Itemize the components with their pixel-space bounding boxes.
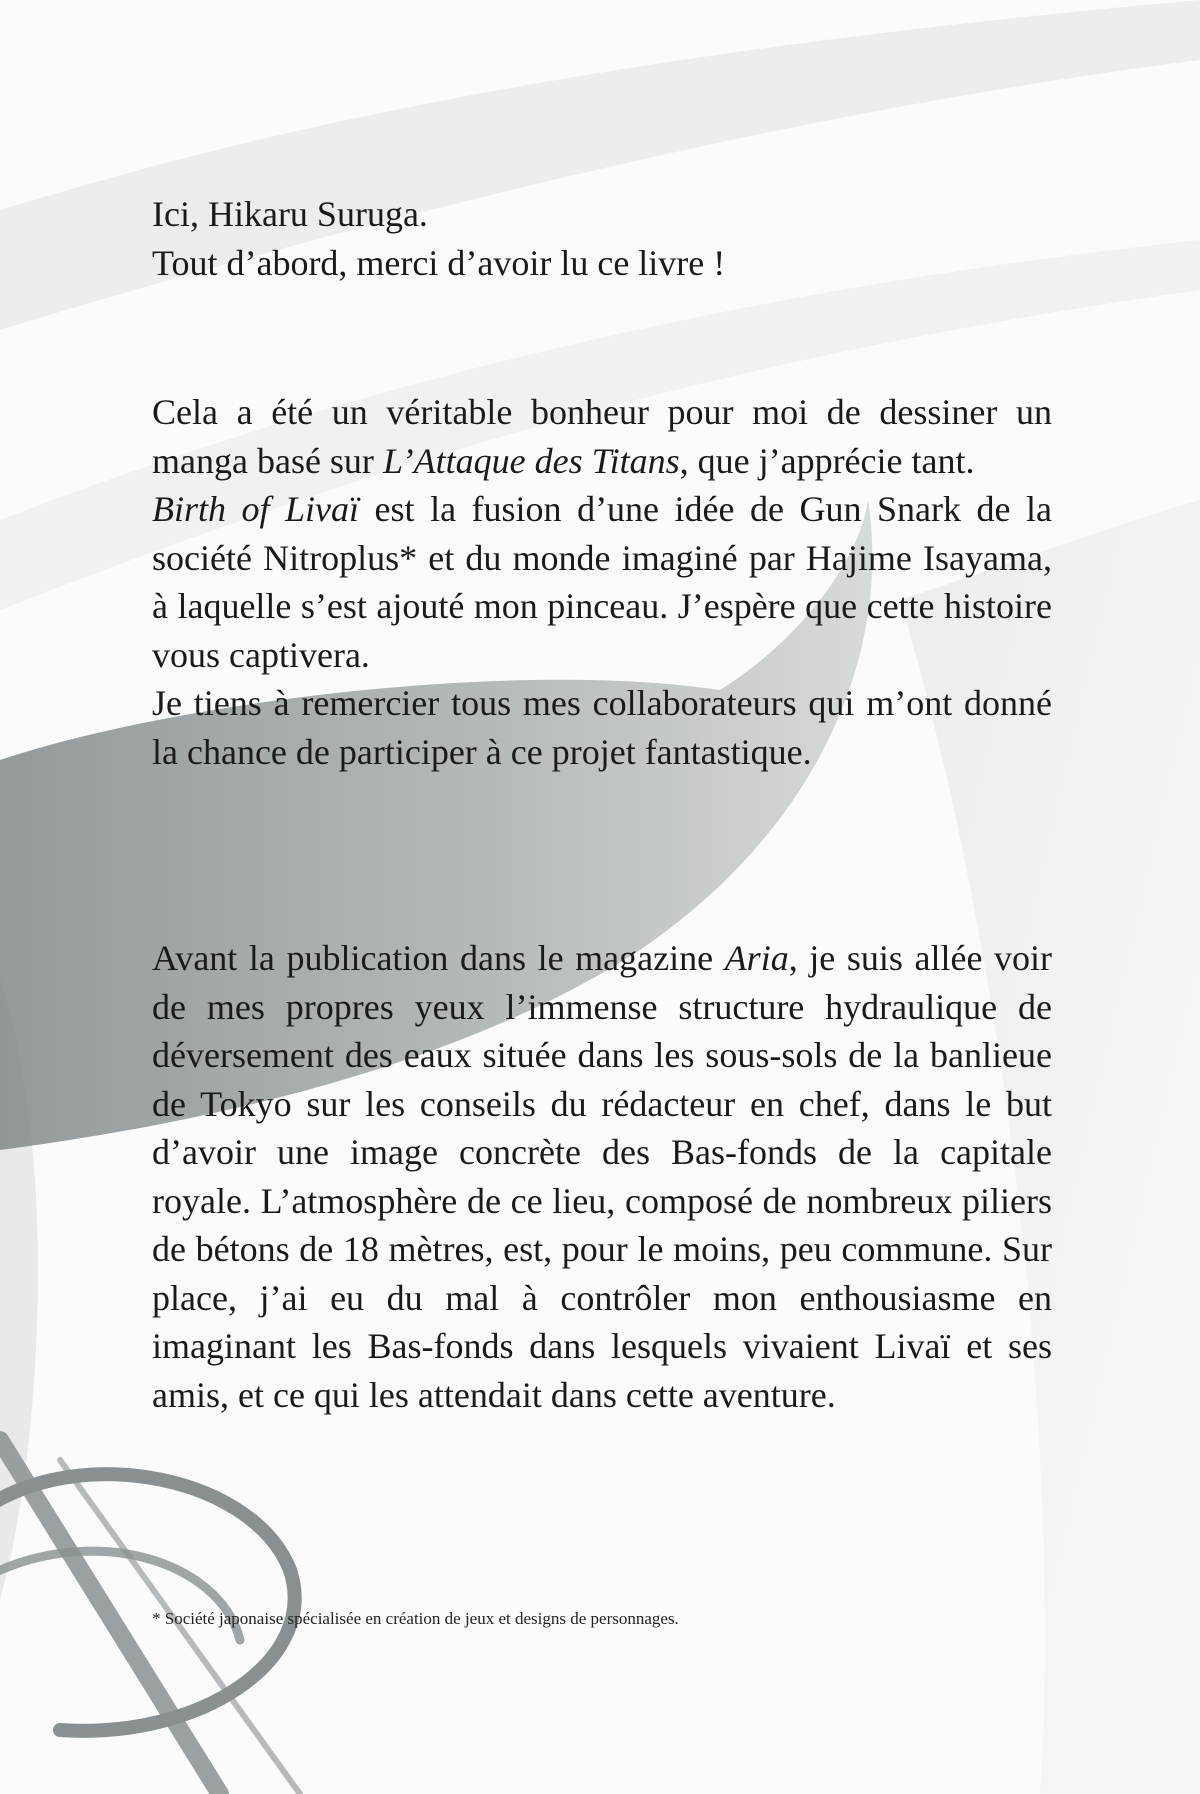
book-title-attack-on-titan: L’Attaque des Titans — [382, 440, 680, 481]
paragraph-aria-text-2: , je suis allée voir de mes propres yeux l’immense structure hydraulique de déversement des eaux située dans les sous-sols de la banlieue de Tokyo sur les conseils du rédacteur en chef, dans le but d’avoir une image concrète des Bas-fonds de la capitale royale. L’atmosphère de ce lieu, composé de nombreux piliers de bétons de 18 mètres, est, pour le moins, peu commune. Sur place, j’ai eu du mal à contrôler mon enthousiasme en imaginant les Bas-fonds dans lesquels vivaient Livaï et ses amis, et ce qui les attendait dans cette aventure. — [152, 938, 1052, 1415]
paragraph-aria — [152, 934, 1052, 1419]
paragraph-manga-text-2: , que j’apprécie tant. — [679, 440, 975, 481]
middle-block — [152, 388, 1052, 776]
paragraph-birth — [152, 485, 1052, 679]
paragraph-birth-text: est la fusion d’une idée de Gun Snark de la société Nitroplus* et du monde imaginé par Hajime Isayama, à laquelle s’est ajouté mon pinceau. J’espère que cette histoire vous captivera. — [152, 489, 1052, 675]
aria-block — [152, 934, 1052, 1419]
magazine-title-aria: Aria — [724, 938, 789, 978]
paragraph-manga-text-1: Cela a été un véritable bonheur pour moi de dessiner un manga basé sur — [152, 392, 1052, 481]
paragraph-thanks: Je tiens à remercier tous mes collaborateurs qui m’ont donné la chance de participer à ce projet fantastique. — [152, 683, 1052, 772]
book-title-birth-of-livai: Birth of Livaï — [152, 489, 360, 529]
intro-line-1: Ici, Hikaru Suruga. — [152, 194, 428, 234]
footnote: * Société japonaise spécialisée en création de jeux et designs de personnages. — [152, 1609, 679, 1628]
paragraph-aria-text-1: Avant la publication dans le magazine — [152, 938, 725, 978]
intro-block — [152, 190, 1052, 287]
intro-line-2: Tout d’abord, merci d’avoir lu ce livre ! — [152, 242, 726, 283]
paragraph-manga — [152, 388, 1052, 485]
